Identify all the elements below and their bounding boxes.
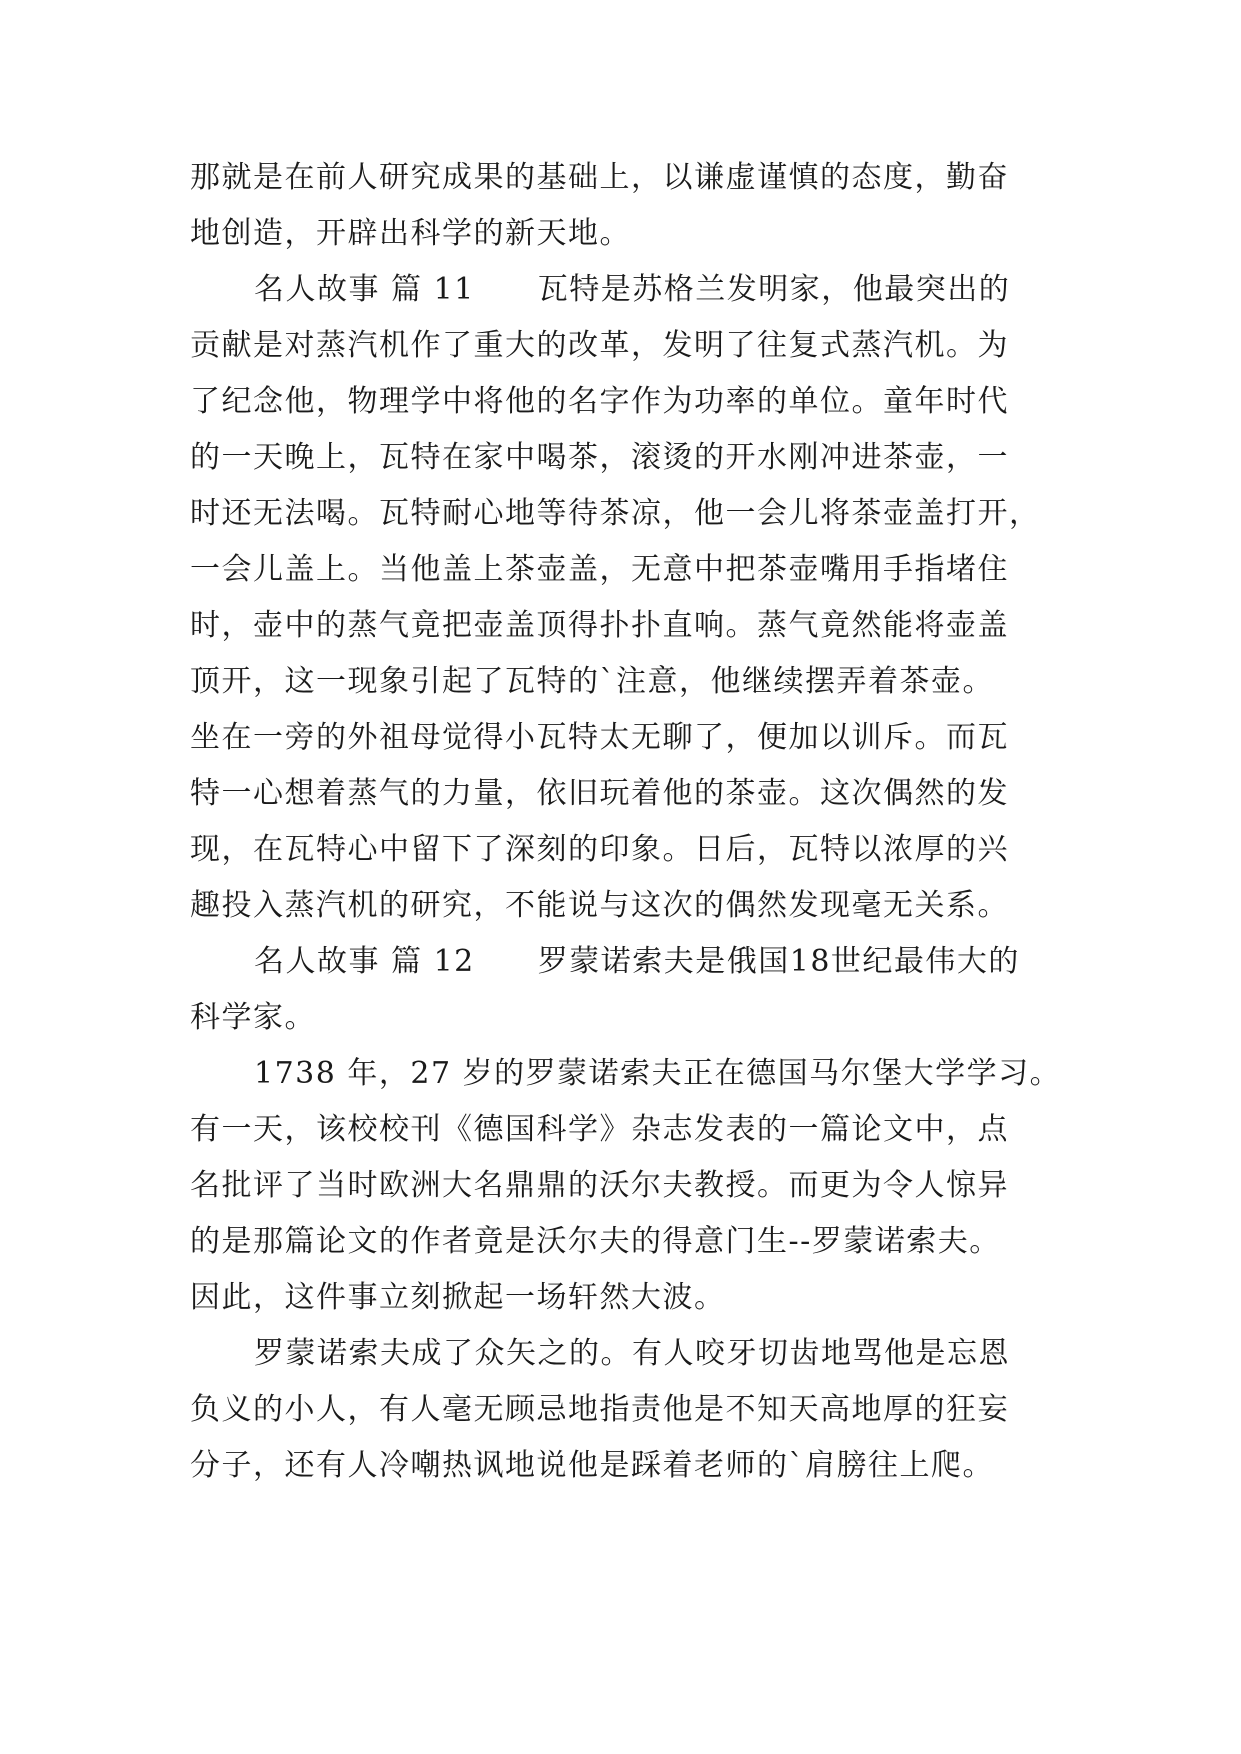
text-line: 现，在瓦特心中留下了深刻的印象。日后，瓦特以浓厚的兴 bbox=[190, 832, 1009, 867]
text-line: 时还无法喝。瓦特耐心地等待茶凉，他一会儿将茶壶盖打开， bbox=[190, 496, 1041, 531]
text-line: 地创造，开辟出科学的新天地。 bbox=[190, 216, 631, 251]
text-line: 了纪念他，物理学中将他的名字作为功率的单位。童年时代 bbox=[190, 384, 1009, 419]
text-line: 名人故事 篇 11 瓦特是苏格兰发明家，他最突出的 bbox=[254, 272, 1011, 307]
text-line: 科学家。 bbox=[190, 1000, 316, 1035]
text-line: 顶开，这一现象引起了瓦特的`注意，他继续摆弄着茶壶。 bbox=[190, 664, 994, 699]
text-line: 负义的小人，有人毫无顾忌地指责他是不知天高地厚的狂妄 bbox=[190, 1392, 1009, 1427]
text-line: 名批评了当时欧洲大名鼎鼎的沃尔夫教授。而更为令人惊异 bbox=[190, 1168, 1009, 1203]
text-line: 一会儿盖上。当他盖上茶壶盖，无意中把茶壶嘴用手指堵住 bbox=[190, 552, 1009, 587]
text-line: 的一天晚上，瓦特在家中喝茶，滚烫的开水刚冲进茶壶，一 bbox=[190, 440, 1009, 475]
text-line: 坐在一旁的外祖母觉得小瓦特太无聊了，便加以训斥。而瓦 bbox=[190, 720, 1009, 755]
text-line: 1738 年，27 岁的罗蒙诺索夫正在德国马尔堡大学学习。 bbox=[254, 1056, 1062, 1091]
document-body bbox=[190, 150, 1070, 1494]
text-line: 的是那篇论文的作者竟是沃尔夫的得意门生--罗蒙诺索夫。 bbox=[190, 1224, 1001, 1259]
text-line: 特一心想着蒸气的力量，依旧玩着他的茶壶。这次偶然的发 bbox=[190, 776, 1009, 811]
text-line: 分子，还有人冷嘲热讽地说他是踩着老师的`肩膀往上爬。 bbox=[190, 1448, 994, 1483]
text-line: 罗蒙诺索夫成了众矢之的。有人咬牙切齿地骂他是忘恩 bbox=[254, 1336, 1010, 1371]
text-line: 贡献是对蒸汽机作了重大的改革，发明了往复式蒸汽机。为 bbox=[190, 328, 1009, 363]
text-line: 名人故事 篇 12 罗蒙诺索夫是俄国18世纪最伟大的 bbox=[254, 944, 1020, 979]
text-line: 那就是在前人研究成果的基础上，以谦虚谨慎的态度，勤奋 bbox=[190, 160, 1009, 195]
text-line: 时，壶中的蒸气竟把壶盖顶得扑扑直响。蒸气竟然能将壶盖 bbox=[190, 608, 1009, 643]
text-line: 有一天，该校校刊《德国科学》杂志发表的一篇论文中，点 bbox=[190, 1112, 1009, 1147]
text-line: 因此，这件事立刻掀起一场轩然大波。 bbox=[190, 1280, 726, 1315]
text-line: 趣投入蒸汽机的研究，不能说与这次的偶然发现毫无关系。 bbox=[190, 888, 1009, 923]
